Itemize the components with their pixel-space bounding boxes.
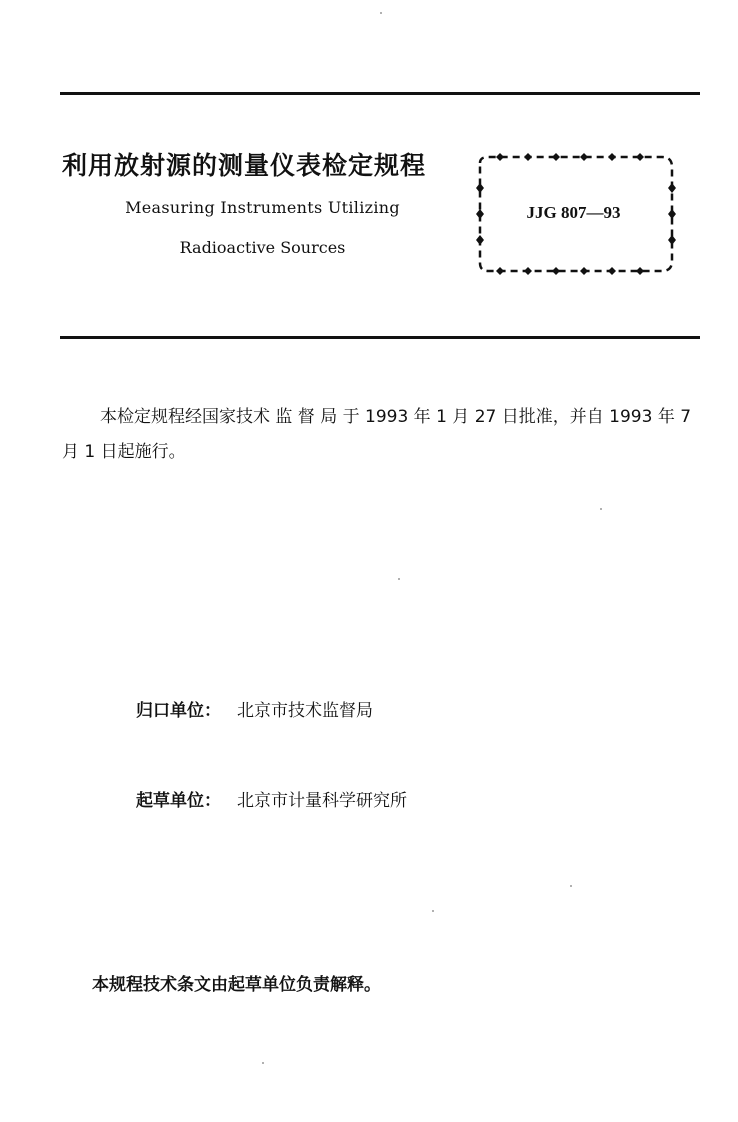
- approval-statement: 本检定规程经国家技术 监 督 局 于 1993 年 1 月 27 日批准，并自 1993 年 7 月 1 日起施行。: [62, 407, 692, 462]
- scan-speck: [398, 578, 400, 580]
- scan-speck: [262, 1062, 264, 1064]
- title-chinese: 利用放射源的测量仪表检定规程: [62, 151, 427, 180]
- scan-speck: [570, 885, 572, 887]
- scan-speck: [380, 12, 382, 14]
- interpretation-note: 本规程技术条文由起草单位负责解释。: [92, 975, 381, 995]
- drafting-unit-value: 北京市计量科学研究所: [237, 791, 407, 811]
- standard-code: JJG 807—93: [526, 203, 621, 222]
- title-english-line1: Measuring Instruments Utilizing: [125, 198, 400, 217]
- responsible-unit-row: [136, 696, 373, 721]
- standard-code-frame: [466, 151, 681, 278]
- responsible-unit-label: 归口单位：: [136, 701, 221, 721]
- top-rule: [60, 92, 700, 95]
- bottom-rule: [60, 336, 700, 339]
- drafting-unit-label: 起草单位：: [136, 791, 221, 811]
- drafting-unit-row: [136, 786, 407, 811]
- scan-speck: [432, 910, 434, 912]
- title-english-line2: Radioactive Sources: [179, 238, 346, 257]
- responsible-unit-value: 北京市技术监督局: [237, 701, 373, 721]
- scan-speck: [600, 508, 602, 510]
